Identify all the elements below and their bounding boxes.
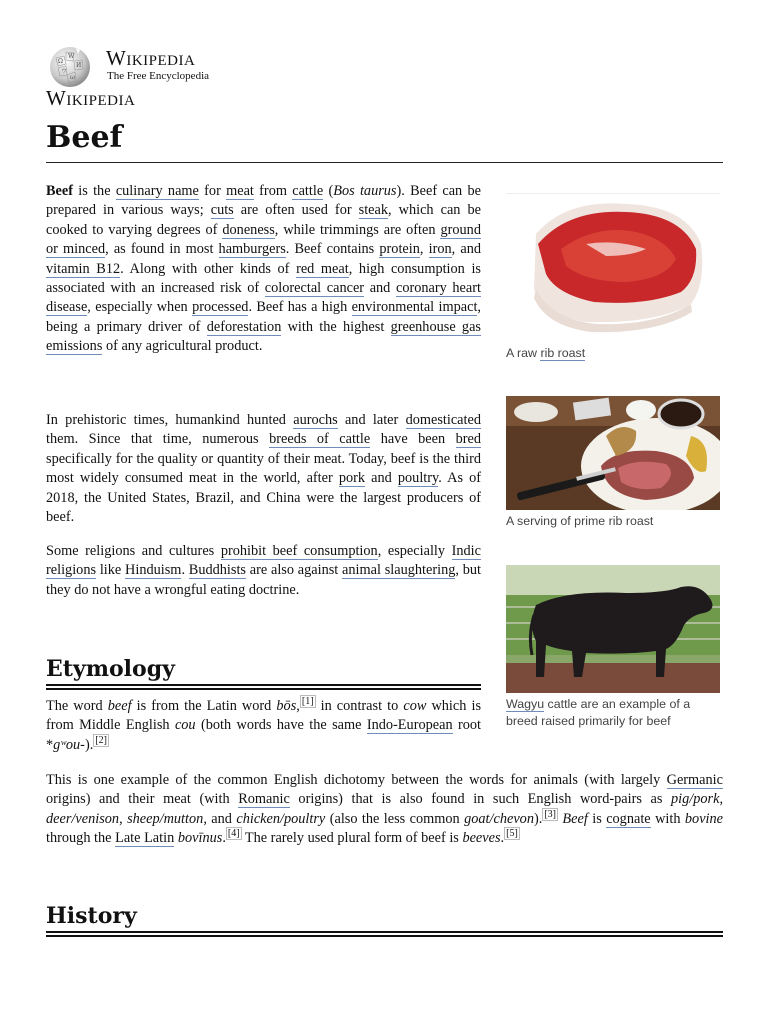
svg-text:И: И <box>76 62 82 69</box>
prime-rib-serving-image[interactable] <box>506 396 720 510</box>
link-romanic[interactable]: Romanic <box>238 791 290 808</box>
figure-prime-rib-serving <box>506 396 720 530</box>
section-heading-etymology: Etymology <box>46 656 175 682</box>
etymology-paragraph-1: The word beef is from the Latin word bōs, [1] in contrast to cow which is from Middle English cou (both words have the same Indo-European root *gʷou-). [2] <box>46 696 482 753</box>
link-red-meat[interactable]: red meat <box>296 260 349 277</box>
link-steak[interactable]: steak <box>358 202 389 219</box>
link-cattle[interactable]: cattle <box>292 183 324 199</box>
wagyu-cattle-image[interactable] <box>506 565 720 693</box>
link-meat[interactable]: meat <box>226 183 254 199</box>
reference-1[interactable]: [1] <box>301 696 314 708</box>
wikipedia-globe-icon <box>46 44 94 88</box>
svg-text:ω: ω <box>70 74 75 81</box>
link-protein[interactable]: protein <box>379 241 420 258</box>
wordmark-secondary: Wikipedia <box>46 86 136 110</box>
reference-5[interactable]: [5] <box>506 828 518 840</box>
link-bred[interactable]: bred <box>455 431 482 448</box>
page-title: Beef <box>46 120 123 155</box>
section-heading-history: History <box>46 903 137 929</box>
link-coronary-heart-disease[interactable]: coronary heart disease <box>46 280 481 316</box>
link-vitamin-b12[interactable]: vitamin B12 <box>46 260 121 277</box>
wikipedia-logo[interactable] <box>46 42 246 112</box>
reference-2[interactable]: [2] <box>95 735 107 747</box>
reference-3[interactable]: [3] <box>544 809 556 821</box>
etymology-paragraph-2: This is one example of the common English dichotomy between the words for animals (with largely Germanic origins) and their meat (with Romanic origins) that is also found in such English word-pairs as pig/pork, deer/venison, sheep/mutton, and chicken/poultry (also the less common goat/chevon). [3] Beef is cognate with bovine through the Late Latin bovīnus. [4] The rarely used plural form of beef is beeves. [5] <box>46 772 724 847</box>
link-wagyu[interactable]: Wagyu <box>506 697 545 711</box>
figure-wagyu-cattle <box>506 565 720 729</box>
link-cuts[interactable]: cuts <box>210 202 234 219</box>
reference-4[interactable]: [4] <box>227 828 240 840</box>
link-buddhists[interactable]: Buddhists <box>188 562 246 579</box>
link-deforestation[interactable]: deforestation <box>206 318 282 335</box>
intro-paragraph-3: Some religions and cultures prohibit beef consumption, especially Indic religions like Hinduism. Buddhists are also against animal slaughtering, but they do not have a wrongful eating doctrine. <box>46 543 482 598</box>
intro-paragraph-2: In prehistoric times, humankind hunted aurochs and later domesticated them. Since that time, numerous breeds of cattle have been bred specifically for the quality or quantity of their meat. Today, beef is the third most widely consumed meat in the world, after pork and poultry. As of 2018, the United States, Brazil, and China were the largest producers of beef. <box>46 412 482 526</box>
link-ground-or-minced[interactable]: ground or minced <box>46 221 481 258</box>
link-poultry[interactable]: poultry <box>397 470 439 487</box>
link-indic-religions[interactable]: Indic religions <box>46 543 481 579</box>
link-prohibit-beef-consumption[interactable]: prohibit beef consumption <box>220 543 378 559</box>
link-domesticated[interactable]: domesticated <box>405 412 481 428</box>
history-rule <box>46 931 723 937</box>
etymology-rule <box>46 684 481 690</box>
link-pork[interactable]: pork <box>338 470 366 487</box>
link-aurochs[interactable]: aurochs <box>293 412 338 428</box>
wordmark: Wikipedia <box>106 46 196 70</box>
raw-rib-roast-image[interactable] <box>506 193 720 342</box>
figure-caption: A raw rib roast <box>506 346 586 360</box>
link-animal-slaughtering[interactable]: animal slaughtering <box>342 562 456 579</box>
link-indo-european[interactable]: Indo-European <box>366 717 453 734</box>
link-rib-roast[interactable]: rib roast <box>540 346 586 360</box>
link-germanic[interactable]: Germanic <box>666 772 723 788</box>
link-culinary-name[interactable]: culinary name <box>115 183 199 199</box>
link-cognate[interactable]: cognate <box>606 810 651 827</box>
link-processed[interactable]: processed <box>192 299 249 316</box>
tagline: The Free Encyclopedia <box>107 70 210 82</box>
link-environmental-impact[interactable]: environmental impact <box>351 299 478 316</box>
link-greenhouse-gas-emissions[interactable]: greenhouse gas emissions <box>46 318 481 355</box>
title-rule <box>46 162 723 163</box>
link-iron[interactable]: iron <box>428 241 452 258</box>
link-colorectal-cancer[interactable]: colorectal cancer <box>264 280 365 297</box>
figure-raw-rib-roast <box>506 193 720 362</box>
svg-text:W: W <box>68 53 75 60</box>
intro-paragraph-1: Beef is the culinary name for meat from cattle (Bos taurus). Beef can be prepared in various ways; cuts are often used for steak, which can be cooked to varying degrees of doneness, while trimmings are often ground or minced, as found in most hamburgers. Beef contains protein, iron, and vitamin B12. Along with other kinds of red meat, high consumption is associated with an increased risk of colorectal cancer and coronary heart disease, especially when processed. Beef has a high environmental impact, being a primary driver of deforestation with the highest greenhouse gas emissions of any agricultural product. <box>46 183 481 355</box>
figure-caption: Wagyu cattle are an example of a breed raised primarily for beef <box>506 697 691 728</box>
link-hamburgers[interactable]: hamburgers <box>218 241 286 258</box>
svg-text:Ω: Ω <box>58 58 63 65</box>
link-breeds-of-cattle[interactable]: breeds of cattle <box>269 431 371 448</box>
svg-text:ウ: ウ <box>61 68 68 75</box>
link-doneness[interactable]: doneness <box>222 221 275 238</box>
link-late-latin[interactable]: Late Latin <box>115 830 175 847</box>
bold-term: Beef <box>46 183 73 199</box>
link-hinduism[interactable]: Hinduism <box>125 562 182 579</box>
figure-caption: A serving of prime rib roast <box>506 514 654 528</box>
